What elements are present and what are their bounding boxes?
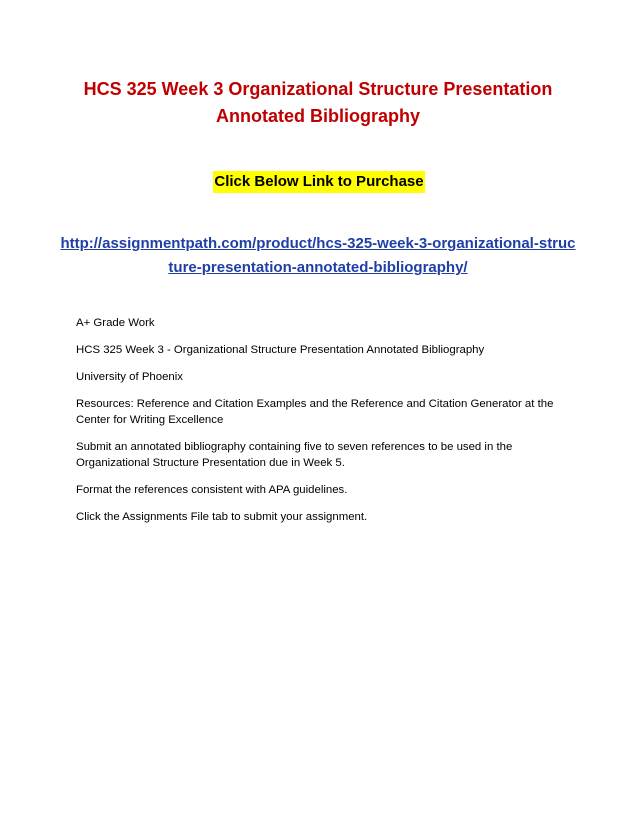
paragraph-format: Format the references consistent with APA guidelines. bbox=[76, 484, 348, 496]
purchase-link[interactable]: http://assignmentpath.com/product/hcs-325-week-3-organizational-structure-presentation-annotated-bibliography/ bbox=[60, 235, 576, 276]
paragraph-instructions: Submit an annotated bibliography containing five to seven references to be used in the Organizational Structure Presentation due in Week 5. bbox=[76, 441, 513, 469]
paragraph-resources: Resources: Reference and Citation Examples and the Reference and Citation Generator at the Center for Writing Excellence bbox=[76, 398, 554, 426]
document-title: HCS 325 Week 3 Organizational Structure Presentation Annotated Bibliography bbox=[83, 79, 553, 126]
paragraph-grade: A+ Grade Work bbox=[76, 317, 155, 329]
paragraph-course-title: HCS 325 Week 3 - Organizational Structure Presentation Annotated Bibliography bbox=[76, 344, 485, 356]
document-body bbox=[76, 315, 566, 536]
call-to-action-container bbox=[0, 171, 638, 193]
call-to-action-text: Click Below Link to Purchase bbox=[213, 171, 424, 193]
paragraph-submit: Click the Assignments File tab to submit your assignment. bbox=[76, 511, 368, 523]
paragraph-university: University of Phoenix bbox=[76, 371, 183, 383]
